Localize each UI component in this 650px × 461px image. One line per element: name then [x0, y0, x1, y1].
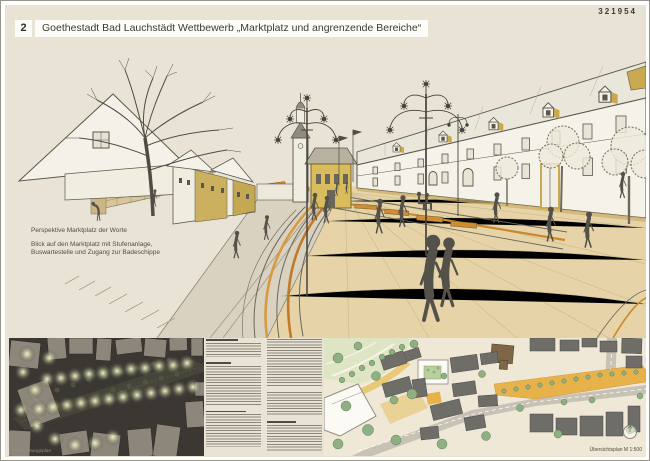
paragraph-heading	[206, 362, 231, 364]
paragraph-heading	[206, 339, 238, 341]
board-title: Goethestadt Bad Lauchstädt Wettbewerb „Marktplatz und angrenzende Bereiche“	[35, 20, 428, 37]
caption-title: Perspektive Marktplatz der Worte	[31, 227, 127, 234]
north-arrow-icon	[624, 426, 637, 439]
text-column-right	[267, 339, 322, 453]
paragraph	[206, 414, 261, 447]
perspective-drawing	[5, 46, 646, 338]
pavilion-bus-stop	[305, 148, 357, 208]
lighting-plan	[9, 338, 204, 456]
paragraph	[267, 392, 322, 416]
description-text	[206, 339, 322, 453]
text-column-left	[206, 339, 261, 453]
paragraph-heading	[267, 421, 296, 423]
panel-number-badge: 2	[15, 20, 32, 37]
paragraph	[206, 366, 261, 406]
board-background	[5, 5, 646, 457]
caption-line1: Blick auf den Marktplatz mit Stufenanlage,	[31, 241, 153, 248]
paragraph	[206, 343, 261, 357]
night-plan-caption: Beleuchtungsplan	[13, 449, 52, 454]
paragraph-heading	[206, 411, 246, 413]
paragraph	[267, 425, 322, 451]
entry-code: 321954	[598, 7, 637, 16]
site-plan	[324, 338, 646, 456]
caption-line2: Buswartestelle und Zugang zur Badeschippe	[31, 249, 160, 256]
house-left-gable	[19, 94, 185, 200]
perspective-caption	[31, 227, 221, 257]
paragraph	[267, 339, 322, 387]
site-plan-caption: Übersichtsplan M 1:500	[589, 447, 642, 453]
